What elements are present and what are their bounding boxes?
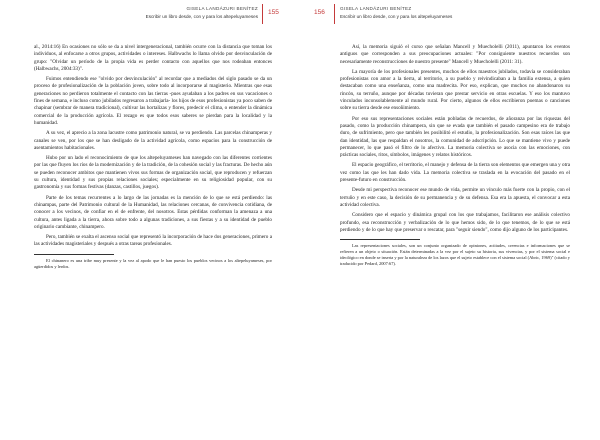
paragraph: Fuimos entendiendo ese "olvido por desvinculación" al recordar que a mediados del siglo pasado se da un proceso de profesionalización de la población joven, sobre todo al incorporarse al magisterio. Mientras que esas generaciones no perdieron totalmente el contacto con las tierras -pues ayudaban a los padres en sus vacaciones o fines de semana, e incluso como jubilados regresaron a trabajarla- los hijos de esos profesionistas ya poco saben de chapinar (sembrar de manera tradicional), cultivar las hortalizas y flores, predecir el clima, o entender la dinámica comercial de la producción agrícola. El rezago es que todos esos saberes se pierdan para la localidad y la humanidad.	[34, 76, 272, 126]
right-body-text	[340, 44, 570, 270]
footnote: El chinanero es una tribe muy presente y la vez al apodo que le han puesto los pueblos vecinos a los altepeluyameses, por agüerdidos y lerdos.	[34, 257, 272, 269]
paragraph: Considero que el espacio y dinámica grupal con los que trabajamos, facilitaron ese análisis colectivo profundo, esa reconstrucción y verbalización de lo que hemos sido, de lo que tenemos, de lo que se está perdiendo y de lo que hay que preservar o rescatar, para "seguir siendo", como dijo alguno de los participantes.	[340, 212, 570, 233]
paragraph: A su vez, el aprecio a la zona lacustre como patrimonio natural, se va perdiendo. Las parcelas chinamperas y canales se ven, por los que se han desligado de la actividad agrícola, como espacios para la construcción de asentamientos habitacionales.	[34, 130, 272, 151]
paragraph: Desde mi perspectiva reconocer ese mundo de vida, permite un vínculo más fuerte con la propio, con el terruño y en este caso, la decisión de su permanencia y de su defensa. Esa era la apuesta, el convocar a esta actividad colectiva.	[340, 187, 570, 208]
page-number: 156	[314, 9, 325, 16]
header-divider	[334, 4, 335, 24]
paragraph: al., 2014:16) En ocasiones no sólo se da a nivel intergeneracional, también ocurre con la distancia que toman los individuos, al enfocarse a otros grupos, actividades o intereses. Halbwachs lo llama olvido por desvinculación de grupo: "Olvidar un período de la propia vida es perder contacto con aquellos que nos rodeaban entonces (Halbwachs, 2004:33)".	[34, 44, 272, 72]
running-header-left	[0, 4, 300, 30]
left-body-text	[34, 44, 272, 273]
header-divider	[262, 4, 263, 24]
header-book-title: Escribir un libro desde, con y para los altepeluyameses	[340, 14, 453, 19]
header-text-block	[132, 5, 258, 21]
paragraph: El espacio geográfico, el territorio, el manejo y defensa de la tierra son elementos que emergen una y otra vez como las que les han dado vida. La memoria colectiva se traslada en la evocación del pasado en el presente-futuro en construcción.	[340, 162, 570, 184]
running-header-right	[300, 4, 600, 30]
paragraph: Hubo por un lado el reconocimiento de que los altepeluyameses han navegado con las diferentes corrientes por las que fluyen los ríos de la modernización y de la tradición, de la cohesión social y las fracturas. De hecho aún se pueden reconocer ambitos que mantienen vivos sus formas de organización social, que reproducen y refuerzan su cultura, identidad y sus propias relaciones sociales; especialmente en su religiosidad popular, con su gastronomía y sus formas festivas (danzas, castillos, juegos).	[34, 155, 272, 191]
footnote: Las representaciones sociales, son un conjunto organizado de opiniones, actitudes, creencias e informaciones que se refieren a un objeto o situación. Están determinadas a la vez por el sujeto su historia, sus vivencias, y por el sistema social e ideológico en donde se inserta y por la naturaleza de los lazos que el sujeto establece con el sistema social (Abric, 1969)" (citado y traducido por Pedard, 2007:67).	[340, 243, 570, 267]
paragraph: Por eso sus representaciones sociales están pobladas de recuerdos, de añoranza por las riquezas del pasado, como la producción chinampera, sin que se evada que también el pasado campesino era de trabajo duro, de sufrimiento, pero que también les posibilitó el estudio, la profesionalización. Son esas raíces las que dan identidad, las que respaldan el nosotros, la comunidad de adscripción. Lo que se mantiene vivo y puede permanecer, lo que pasó el filtro de lo afectivo. La memoria colectiva se asocia con las emociones, con prácticas sociales, ritos, símbolos, imágenes y relatos históricos.	[340, 115, 570, 159]
footnote-separator	[340, 239, 420, 240]
header-text-block	[340, 5, 520, 21]
header-author: GISELA LANDÁZURI BENÍTEZ	[340, 6, 412, 11]
header-author: GISELA LANDÁZURI BENÍTEZ	[186, 6, 258, 11]
paragraph: Parte de los temas recurrentes a lo largo de las jornadas es la mención de lo que se está perdiendo: las chinampas, parte del Patrimonio cultural de la Humanidad, las relaciones cercanas, de convivencia cotidiana, de conocer a los vecinos, de confiar en el de enfrente, del nosotros. Estas pérdidas conforman la amenaza a una cultura, antes ligada a la tierra, ahora sobre todo a algunas tradiciones, a sus fiestas y a su identidad de pueblo originario cambiante, chinampero.	[34, 194, 272, 230]
page-number: 155	[268, 9, 279, 16]
right-page	[300, 0, 600, 440]
paragraph: Así, la memoria siguió el curso que señalan Mancell y Muecholelli (2011), apuntaron los eventos antiguos que corresponden a sus preocupaciones actuales: "Por consiguiente nuestros recuerdos son necesariamente reconstrucciones de nuestro presente" Mancell y Muecholelli (2011: 31).	[340, 44, 570, 65]
paragraph: La mayoría de los profesionales presentes, muchos de ellos maestros jubilados, todavía se consideraban profesionistas con amor a la tierra, al territorio, a su pueblo y reivindicaban a la familia extensa, a quien destacaban como una enseñanza, como una madrecita. Por eso, explican, que muchos no abandonaron su rincón, su terruño, aunque por décadas tuvieran que prestar servicio en otras escuelas. Y eso los mantuvo vinculados inconsolablemente al mundo rural. Por cierto, algunos de ellos escribieron poemas o canciones sobre su tierra desde ese ensoñimiento.	[340, 68, 570, 112]
footnote-separator	[34, 254, 114, 255]
paragraph: Pero, también se exalta el ascenso social que representó la incorporación de hace dos generaciones, primero a las actividades magisteriales y después a otras tareas profesionales.	[34, 234, 272, 248]
header-book-title: Escribir un libro desde, con y para los altepeluyameses	[145, 14, 258, 19]
